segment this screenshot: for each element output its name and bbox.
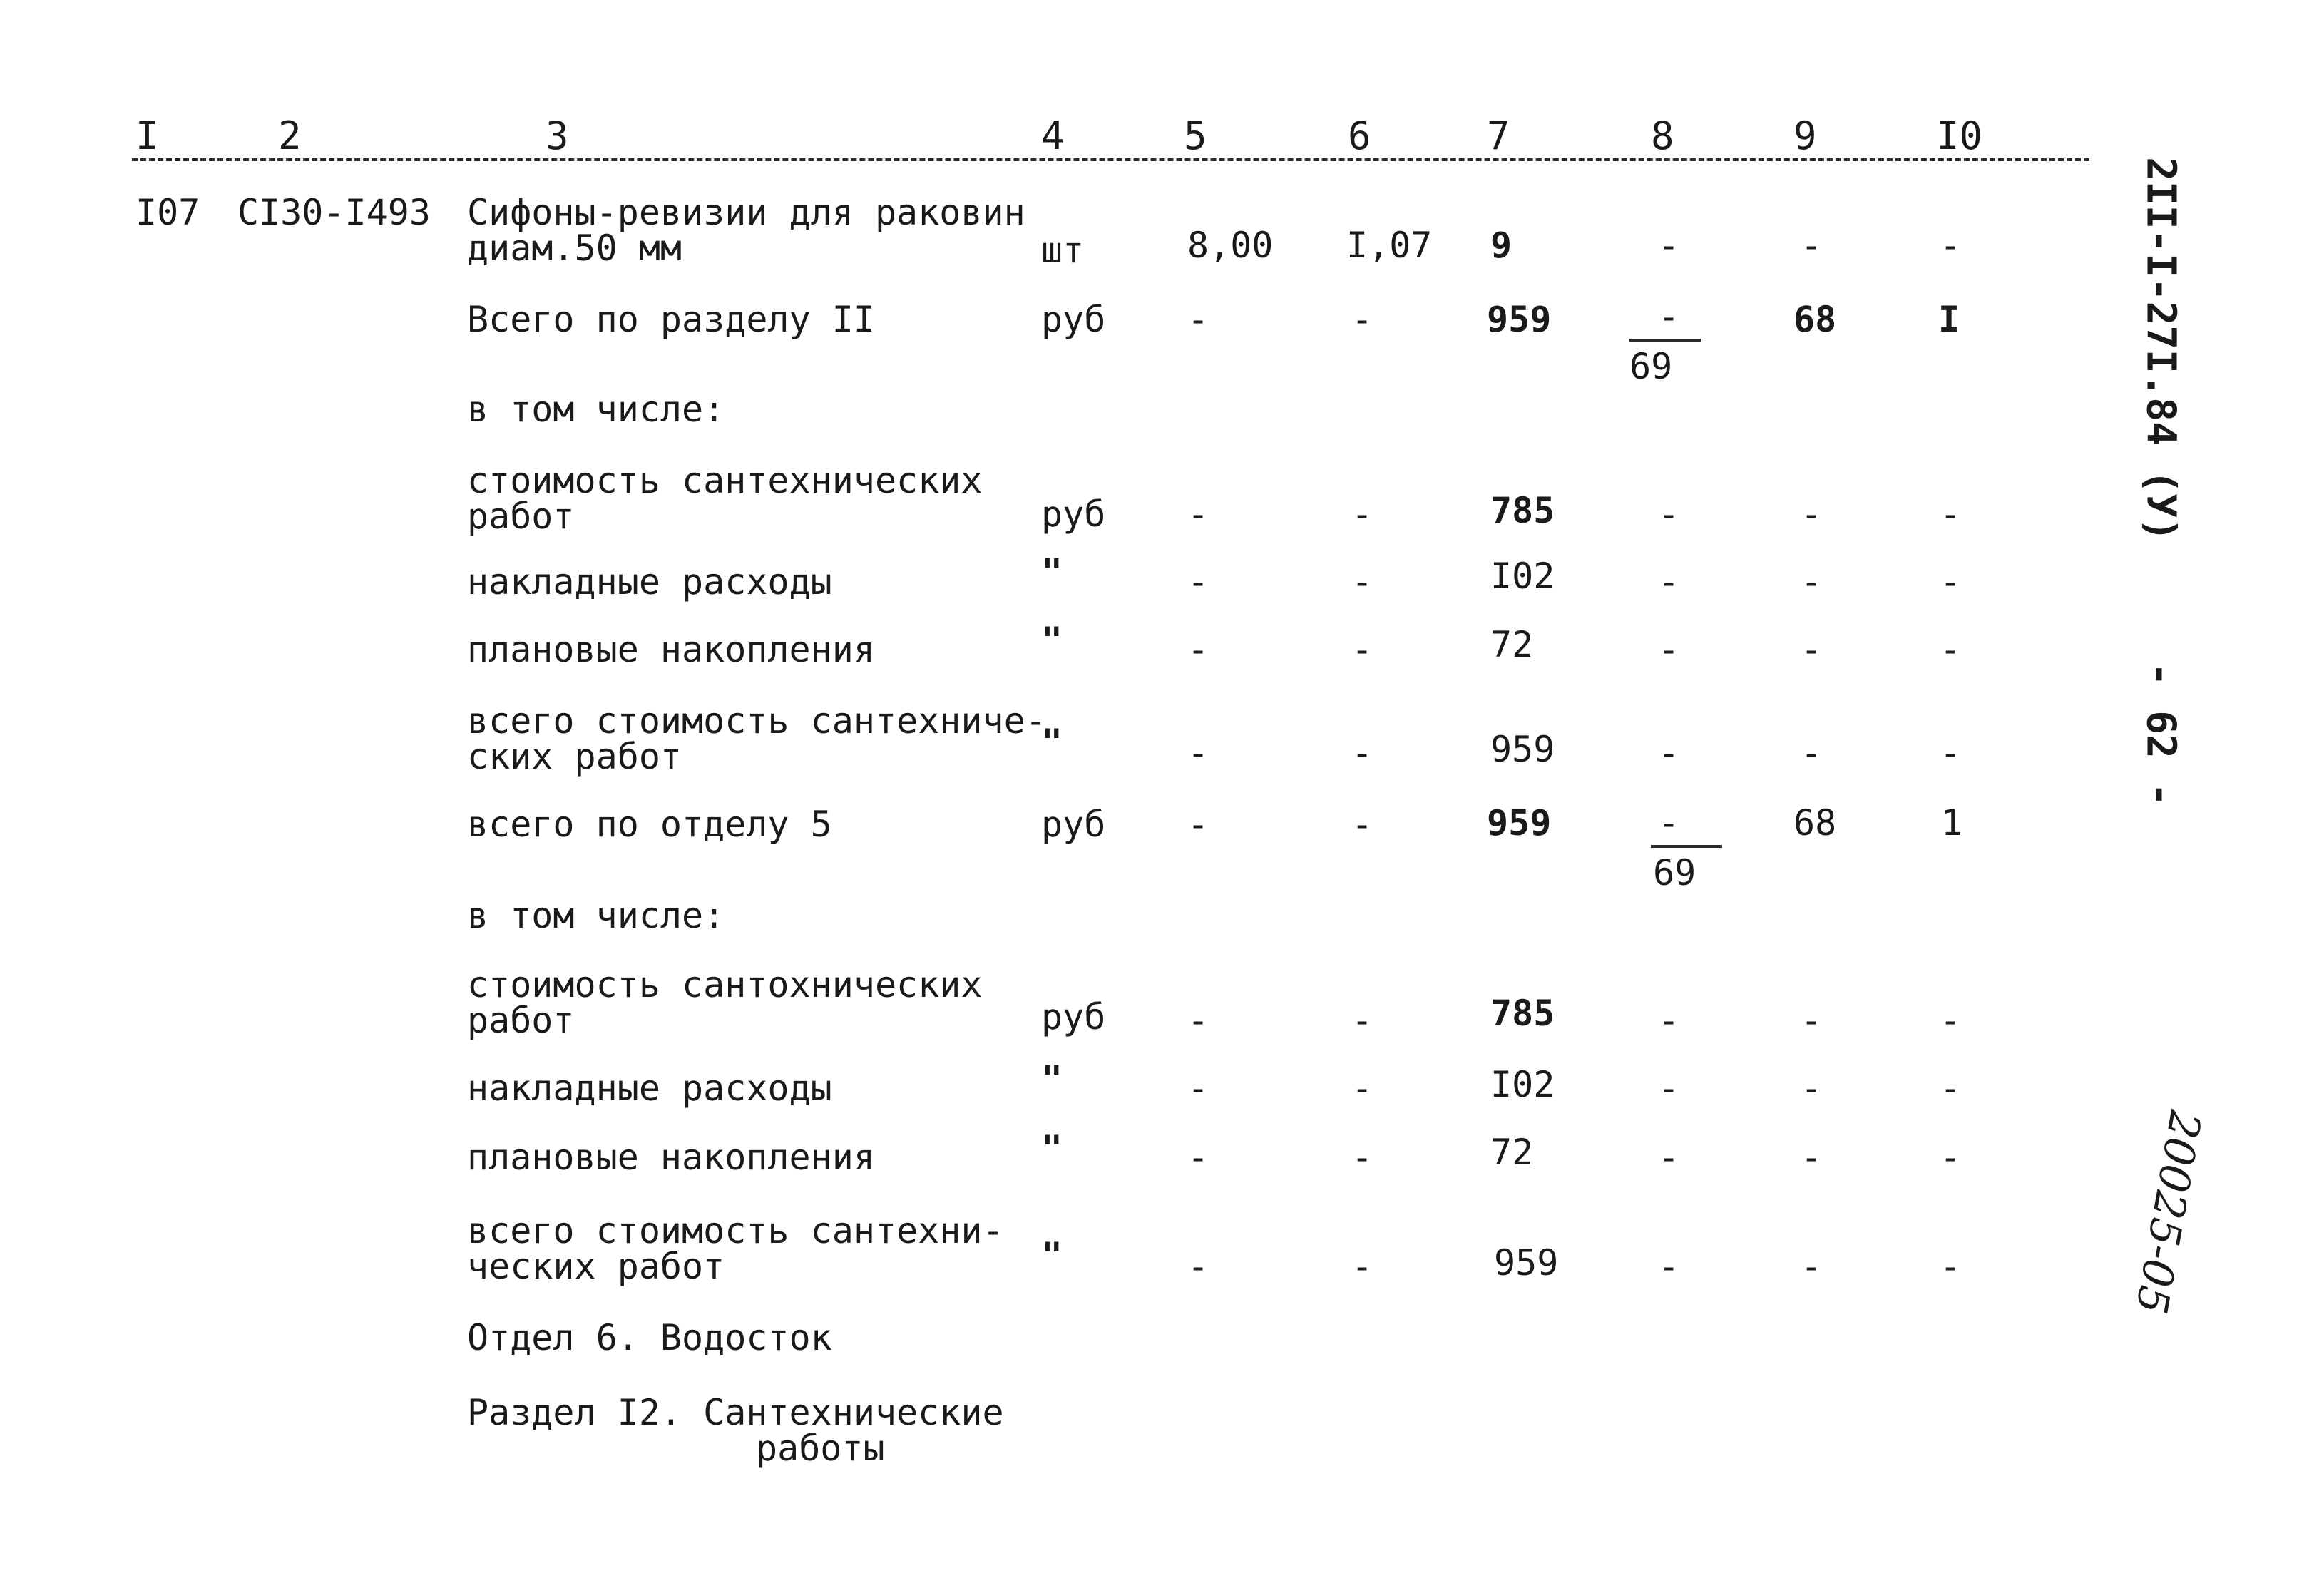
row-unit: " bbox=[1041, 620, 1063, 661]
row-col6: - bbox=[1351, 1000, 1373, 1041]
row-col7: 785 bbox=[1490, 993, 1555, 1034]
row-col7: 9 bbox=[1490, 225, 1512, 266]
row-col7: 785 bbox=[1490, 490, 1555, 531]
row-col8-bottom: 69 bbox=[1653, 852, 1696, 893]
row-desc-line1: всего стоимость сантехни- bbox=[467, 1210, 1004, 1251]
header-col-10: I0 bbox=[1936, 113, 1983, 158]
row-col5: - bbox=[1187, 493, 1209, 535]
row-col9: - bbox=[1800, 1067, 1823, 1109]
row-col8: - bbox=[1657, 225, 1680, 266]
row-col7: 959 bbox=[1490, 729, 1555, 770]
header-col-1: I bbox=[135, 113, 159, 158]
row-desc-line1: в том числе: bbox=[467, 895, 725, 936]
row-col5: - bbox=[1187, 804, 1209, 845]
row-col8: - bbox=[1657, 1067, 1680, 1109]
row-col7: I02 bbox=[1490, 1064, 1555, 1105]
header-col-8: 8 bbox=[1651, 113, 1674, 158]
row-col5: - bbox=[1187, 561, 1209, 603]
subsection-title-line2: работы bbox=[756, 1428, 885, 1469]
row-unit: " bbox=[1041, 1128, 1063, 1169]
row-col10: - bbox=[1939, 1000, 1962, 1041]
fraction-bar bbox=[1629, 339, 1701, 342]
page-number: - 62 - bbox=[2137, 662, 2184, 807]
row-col5: - bbox=[1187, 629, 1209, 670]
row-col10: - bbox=[1939, 1246, 1962, 1287]
row-col10: - bbox=[1939, 1067, 1962, 1109]
row-code: СI30-I493 bbox=[237, 192, 431, 233]
row-col5: - bbox=[1187, 1000, 1209, 1041]
row-desc-line2: ческих работ bbox=[467, 1246, 725, 1287]
header-col-9: 9 bbox=[1793, 113, 1817, 158]
row-col8: - bbox=[1657, 732, 1680, 774]
row-unit: руб bbox=[1041, 493, 1106, 535]
row-col5: - bbox=[1187, 1067, 1209, 1109]
document-code: 2II-I-27I.84 (У) bbox=[2137, 157, 2184, 542]
handwritten-number: 20025-05 bbox=[2125, 1107, 2211, 1318]
header-rule bbox=[132, 158, 2089, 161]
row-col6: - bbox=[1351, 1137, 1373, 1178]
row-desc-line1: в том числе: bbox=[467, 389, 725, 430]
row-desc-line1: всего по отделу 5 bbox=[467, 804, 832, 845]
row-col6: - bbox=[1351, 1067, 1373, 1109]
row-col9: - bbox=[1800, 561, 1823, 603]
row-col6: - bbox=[1351, 1246, 1373, 1287]
header-col-3: 3 bbox=[546, 113, 569, 158]
subsection-title-line1: Раздел I2. Сантехнические bbox=[467, 1392, 1004, 1433]
row-col7: 959 bbox=[1487, 802, 1552, 844]
row-col10: - bbox=[1939, 561, 1962, 603]
row-desc-line2: работ bbox=[467, 496, 575, 537]
row-col5: - bbox=[1187, 1137, 1209, 1178]
row-unit: руб bbox=[1041, 804, 1106, 845]
row-col10: - bbox=[1939, 225, 1962, 266]
row-col8: - bbox=[1657, 1000, 1680, 1041]
row-unit: руб bbox=[1041, 299, 1106, 340]
row-col9: - bbox=[1800, 493, 1823, 535]
row-col6: I,07 bbox=[1346, 225, 1433, 266]
header-col-2: 2 bbox=[278, 113, 302, 158]
row-col9: - bbox=[1800, 1137, 1823, 1178]
row-col9: 68 bbox=[1793, 802, 1837, 844]
row-desc-line2: работ bbox=[467, 1000, 575, 1041]
row-col10: - bbox=[1939, 629, 1962, 670]
row-desc-line1: накладные расходы bbox=[467, 1067, 832, 1109]
row-col9: - bbox=[1800, 225, 1823, 266]
row-col6: - bbox=[1351, 561, 1373, 603]
row-desc-line1: стоимость сантохнических bbox=[467, 964, 983, 1005]
row-desc-line1: Всего по разделу II bbox=[467, 299, 875, 340]
row-number: I07 bbox=[135, 192, 200, 233]
row-col8: - bbox=[1657, 561, 1680, 603]
row-col8-bottom: 69 bbox=[1629, 346, 1673, 387]
row-col6: - bbox=[1351, 732, 1373, 774]
section-title: Отдел 6. Водосток bbox=[467, 1317, 832, 1358]
header-col-7: 7 bbox=[1487, 113, 1510, 158]
row-col10: - bbox=[1939, 732, 1962, 774]
row-col8: - bbox=[1657, 629, 1680, 670]
row-col7: 72 bbox=[1490, 624, 1534, 665]
row-unit: " bbox=[1041, 1235, 1063, 1276]
header-col-4: 4 bbox=[1041, 113, 1065, 158]
row-col9: - bbox=[1800, 1246, 1823, 1287]
row-unit: шт bbox=[1041, 230, 1085, 271]
header-col-5: 5 bbox=[1184, 113, 1207, 158]
row-unit: " bbox=[1041, 1058, 1063, 1100]
row-col9: - bbox=[1800, 732, 1823, 774]
row-col5: - bbox=[1187, 1246, 1209, 1287]
row-col6: - bbox=[1351, 804, 1373, 845]
row-col10: I bbox=[1938, 299, 1960, 340]
row-col10: 1 bbox=[1941, 802, 1963, 844]
row-col5: - bbox=[1187, 299, 1209, 340]
row-col9: - bbox=[1800, 629, 1823, 670]
row-col9: 68 bbox=[1793, 299, 1837, 340]
row-col6: - bbox=[1351, 493, 1373, 535]
row-desc-line1: Сифоны-ревизии для раковин bbox=[467, 192, 1025, 233]
row-col6: - bbox=[1351, 299, 1373, 340]
row-desc-line1: всего стоимость сантехниче- bbox=[467, 700, 1047, 742]
row-unit: " bbox=[1041, 551, 1063, 593]
row-unit: " bbox=[1041, 722, 1063, 763]
header-col-6: 6 bbox=[1348, 113, 1371, 158]
row-col7: 959 bbox=[1494, 1242, 1559, 1284]
row-desc-line1: стоимость сантехнических bbox=[467, 460, 983, 501]
row-col6: - bbox=[1351, 629, 1373, 670]
row-col5: 8,00 bbox=[1187, 225, 1274, 266]
row-col7: 72 bbox=[1490, 1132, 1534, 1173]
row-col5: - bbox=[1187, 732, 1209, 774]
row-col10: - bbox=[1939, 493, 1962, 535]
row-col8-top: - bbox=[1657, 296, 1680, 337]
row-col10: - bbox=[1939, 1137, 1962, 1178]
row-desc-line1: плановые накопления bbox=[467, 1137, 875, 1178]
row-col9: - bbox=[1800, 1000, 1823, 1041]
row-col8-top: - bbox=[1657, 802, 1680, 844]
row-col7: 959 bbox=[1487, 299, 1552, 340]
row-desc-line2: ских работ bbox=[467, 736, 682, 777]
row-col8: - bbox=[1657, 1137, 1680, 1178]
row-unit: руб bbox=[1041, 996, 1106, 1038]
row-col8: - bbox=[1657, 1246, 1680, 1287]
row-col8: - bbox=[1657, 493, 1680, 535]
row-desc-line1: плановые накопления bbox=[467, 629, 875, 670]
row-desc-line2: диам.50 мм bbox=[467, 227, 682, 269]
row-desc-line1: накладные расходы bbox=[467, 561, 832, 603]
row-col7: I02 bbox=[1490, 555, 1555, 597]
fraction-bar bbox=[1651, 845, 1722, 848]
